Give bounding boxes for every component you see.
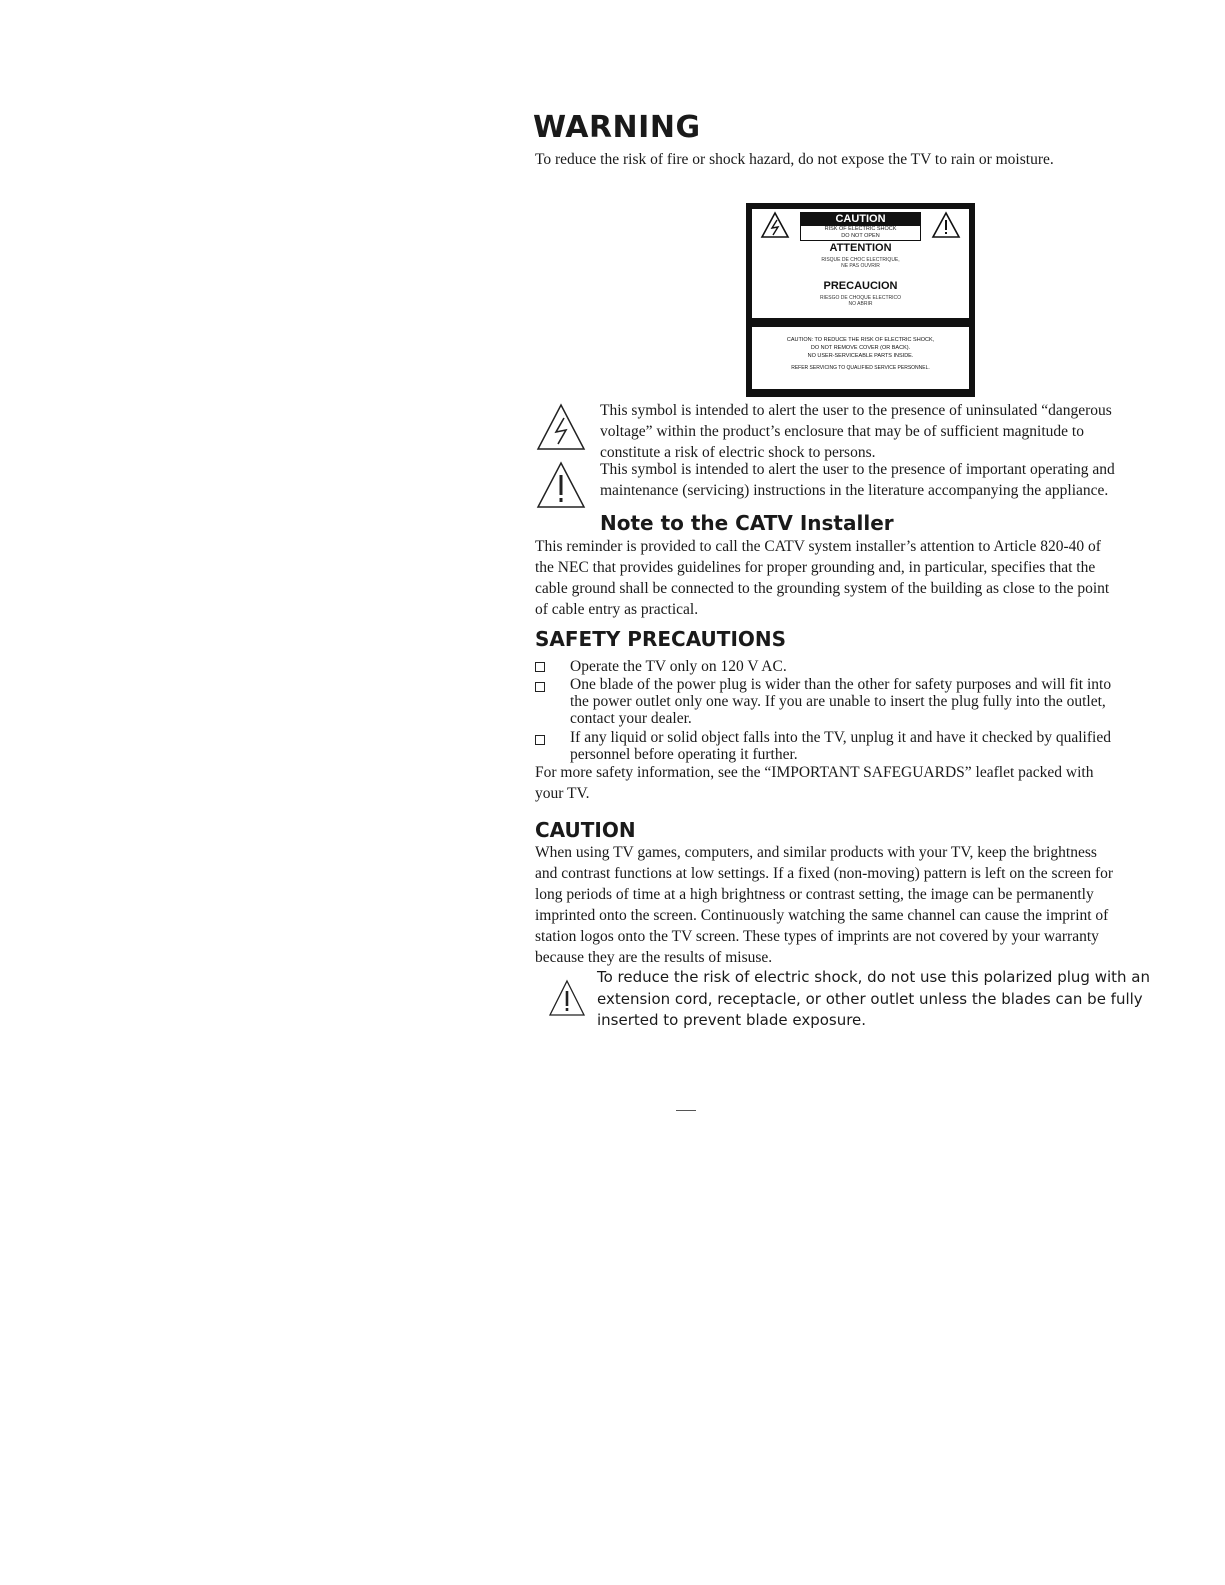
lightning-symbol-text: This symbol is intended to alert the user to the presence of uninsulated “dangerous voltage” within the product’s enclosure that may be of sufficient magnitude to constitute a risk of electric shock to persons. (600, 402, 1112, 461)
attention-subtext: RISQUE DE CHOC ELECTRIQUE, NE PAS OUVRIR (821, 257, 900, 269)
caution-bar: CAUTION (800, 212, 921, 226)
warning-heading: WARNING (533, 110, 701, 145)
checkbox-icon (535, 735, 545, 745)
exclamation-triangle-icon (536, 460, 586, 510)
checkbox-icon (535, 662, 545, 672)
label-bottom-line: NO USER-SERVICEABLE PARTS INSIDE. (807, 353, 914, 359)
catv-text: This reminder is provided to call the CATV system installer’s attention to Article 820-40 of the NEC that provides guidelines for proper grounding and, in particular, specifies that the cable ground shall be connected to the grounding system of the building as close to the point of cable entry as practical. (535, 538, 1110, 618)
exclamation-symbol-text: This symbol is intended to alert the user to the presence of important operating and maintenance (servicing) instructions in the literature accompanying the appliance. (600, 461, 1115, 499)
caution-subtext: RISK OF ELECTRIC SHOCK DO NOT OPEN (800, 226, 921, 241)
safety-item: Operate the TV only on 120 V AC. (570, 658, 787, 675)
precaucion-subtext: RIESGO DE CHOQUE ELECTRICO NO ABRIR (819, 295, 902, 307)
caution-label-bottom-panel (752, 327, 969, 389)
lightning-triangle-icon (760, 211, 790, 239)
attention-heading: ATTENTION (829, 242, 892, 254)
lightning-triangle-icon (536, 402, 586, 452)
exclamation-triangle-icon (931, 211, 961, 239)
precaucion-heading: PRECAUCION (823, 280, 898, 292)
plug-note-text: To reduce the risk of electric shock, do not use this polarized plug with an extension cord, receptacle, or other outlet unless the blades can be fully inserted to prevent blade exposure. (597, 968, 1151, 1029)
page-mark (676, 1110, 696, 1111)
label-bottom-line: DO NOT REMOVE COVER (OR BACK). (810, 345, 911, 351)
safety-heading: SAFETY PRECAUTIONS (535, 627, 787, 651)
warning-text: To reduce the risk of fire or shock hazard, do not expose the TV to rain or moisture. (535, 151, 1054, 168)
catv-heading: Note to the CATV Installer (600, 511, 894, 535)
caution-label-top-panel (752, 209, 969, 318)
caution-text: When using TV games, computers, and similar products with your TV, keep the brightness and contrast functions at low settings. If a fixed (non-moving) pattern is left on the screen for long periods of time at a high brightness or contrast setting, the image can be permanently imprinted onto the screen. Continuously watching the same channel can cause the imprint of station logos onto the TV screen. These types of imprints are not covered by your warranty because they are the results of misuse. (535, 844, 1114, 966)
safety-more-text: For more safety information, see the “IMPORTANT SAFEGUARDS” leaflet packed with your TV. (535, 764, 1094, 802)
caution-heading: CAUTION (535, 818, 636, 842)
safety-item: One blade of the power plug is wider than the other for safety purposes and will fit into the power outlet only one way. If you are unable to insert the plug fully into the outlet, contact your dealer. (570, 676, 1112, 727)
label-bottom-line: REFER SERVICING TO QUALIFIED SERVICE PERSONNEL. (791, 365, 930, 371)
safety-item: If any liquid or solid object falls into the TV, unplug it and have it checked by qualified personnel before operating it further. (570, 729, 1111, 763)
caution-label (746, 203, 975, 397)
checkbox-icon (535, 682, 545, 692)
label-bottom-line: CAUTION: TO REDUCE THE RISK OF ELECTRIC SHOCK, (786, 337, 935, 343)
exclamation-triangle-icon (548, 978, 586, 1018)
